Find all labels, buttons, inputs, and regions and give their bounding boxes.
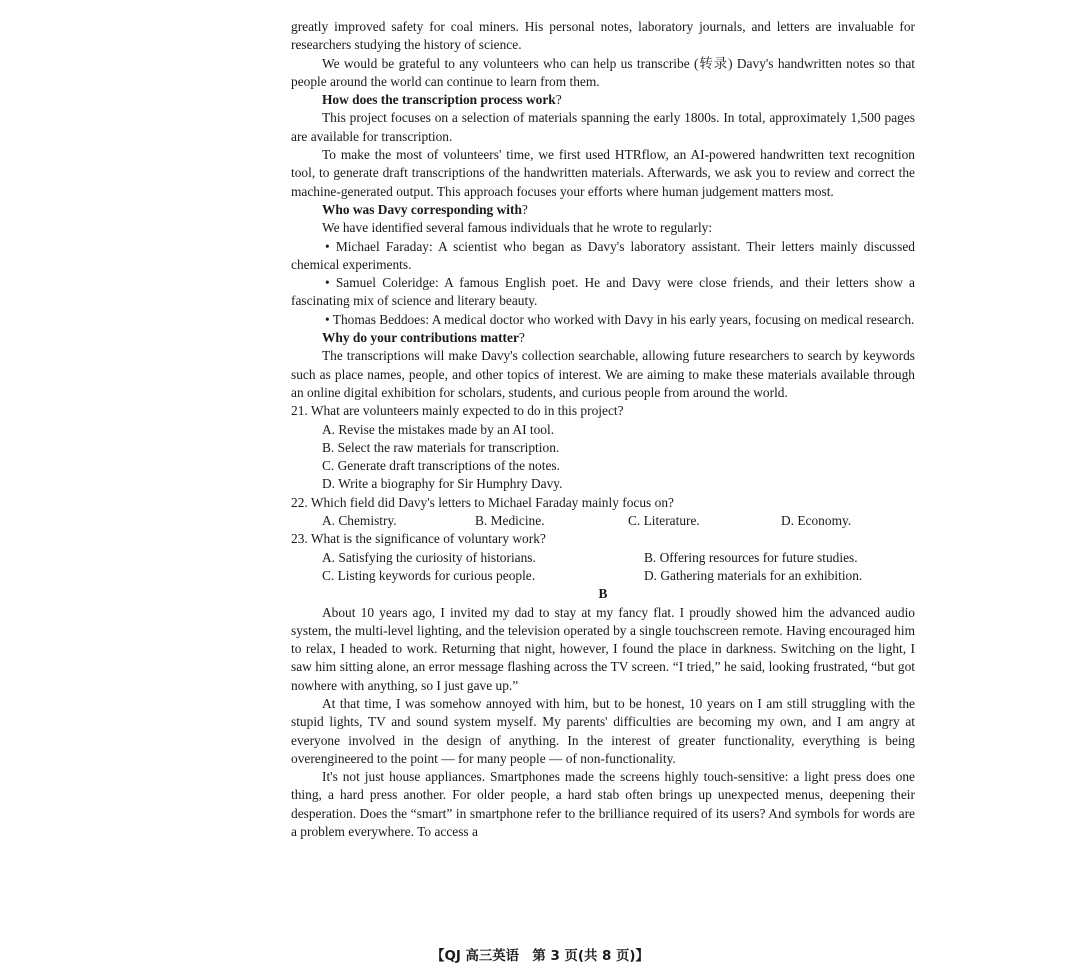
exam-page [291,18,915,841]
page-footer: 【QJ 高三英语 第 3 页(共 8 页)】 [431,949,649,964]
bullet-item: • Michael Faraday: A scientist who began as Davy's laboratory assistant. Their letters mainly discussed chemical experiments. [291,238,915,272]
passage-a-paragraph: This project focuses on a selection of materials spanning the early 1800s. In total, approximately 1,500 pages are available for transcription. [291,110,915,144]
passage-a-paragraph: greatly improved safety for coal miners. His personal notes, laboratory journals, and letters are invaluable for researchers studying the history of science. [291,19,915,53]
passage-a-paragraph: To make the most of volunteers' time, we first used HTRflow, an AI-powered handwritten text recognition tool, to generate draft transcriptions of the handwritten materials. Afterwards, we ask you to review and correct the machine-generated output. This approach focuses your efforts where human judgement matters most. [291,147,915,199]
question-stem: 23. What is the significance of voluntary work? [291,531,546,547]
answer-option: B. Offering resources for future studies. [644,549,858,565]
section-letter: B [598,586,608,602]
section-heading [291,201,915,219]
answer-option: C. Listing keywords for curious people. [322,567,536,583]
answer-option: D. Gathering materials for an exhibition. [644,567,863,583]
answer-option: D. Economy. [781,513,852,529]
answer-option: D. Write a biography for Sir Humphry Davy. [322,476,563,492]
bullet-item: • Thomas Beddoes: A medical doctor who worked with Davy in his early years, focusing on medical research. [325,311,915,327]
passage-a-paragraph: We have identified several famous individuals that he wrote to regularly: [322,220,713,236]
bullet-item: • Samuel Coleridge: A famous English poet. He and Davy were close friends, and their letters show a fascinating mix of science and literary beauty. [291,275,915,309]
section-heading-mark: ? [521,201,528,217]
answer-option: C. Literature. [628,513,700,529]
answer-option: A. Satisfying the curiosity of historians. [322,549,536,565]
section-heading [291,329,915,347]
answer-option: C. Generate draft transcriptions of the notes. [322,458,560,474]
answer-options-row [291,512,915,530]
answer-options-row [291,549,915,567]
section-heading-text: Who was Davy corresponding with [322,201,522,217]
question-stem: 22. Which field did Davy's letters to Michael Faraday mainly focus on? [291,494,674,510]
section-heading-text: How does the transcription process work [322,92,556,108]
passage-b-paragraph: About 10 years ago, I invited my dad to stay at my fancy flat. I proudly showed him the advanced audio system, the multi-level lighting, and the television operated by a single touchscreen remote. Having encouraged him to relax, I headed to work. Returning that night, however, I found the place in darkness. Switching on the light, I saw him sitting alone, an error message flashing across the TV screen. “I tried,” he said, looking frustrated, “but got nowhere with anything, so I just gave up.” [291,604,915,693]
passage-a-paragraph: We would be grateful to any volunteers who can help us transcribe (转录) Davy's handwritten notes so that people around the world can continue to learn from them. [291,55,915,89]
passage-b-paragraph: It's not just house appliances. Smartphones made the screens highly touch-sensitive: a light press does one thing, a hard press another. For older people, a hard stab often brings up unexpected menus, deepening their desperation. Does the “smart” in smartphone refer to the brilliance required of its users? And symbols for words are a problem everywhere. To access a [291,769,915,840]
passage-b-paragraph: At that time, I was somehow annoyed with him, but to be honest, 10 years on I am still struggling with the stupid lights, TV and sound system myself. My parents' difficulties are becoming my own, and I am angry at everyone involved in the design of anything. In the interest of greater functionality, everything is being overengineered to the point — for many people — of non-functionality. [291,695,915,766]
section-heading-mark: ? [518,330,525,346]
section-heading-mark: ? [555,92,562,108]
answer-option: A. Chemistry. [322,513,397,529]
answer-options-row [291,567,915,585]
section-heading-text: Why do your contributions matter [322,330,519,346]
answer-option: B. Medicine. [475,513,545,529]
answer-option: A. Revise the mistakes made by an AI tool. [322,421,555,437]
answer-option: B. Select the raw materials for transcription. [322,439,560,455]
passage-a-paragraph: The transcriptions will make Davy's collection searchable, allowing future researchers to search by keywords such as place names, people, and other topics of interest. We are aiming to make these materials available through an online digital exhibition for scholars, students, and curious people from around the world. [291,348,915,400]
section-heading [291,91,915,109]
question-stem: 21. What are volunteers mainly expected to do in this project? [291,403,624,419]
